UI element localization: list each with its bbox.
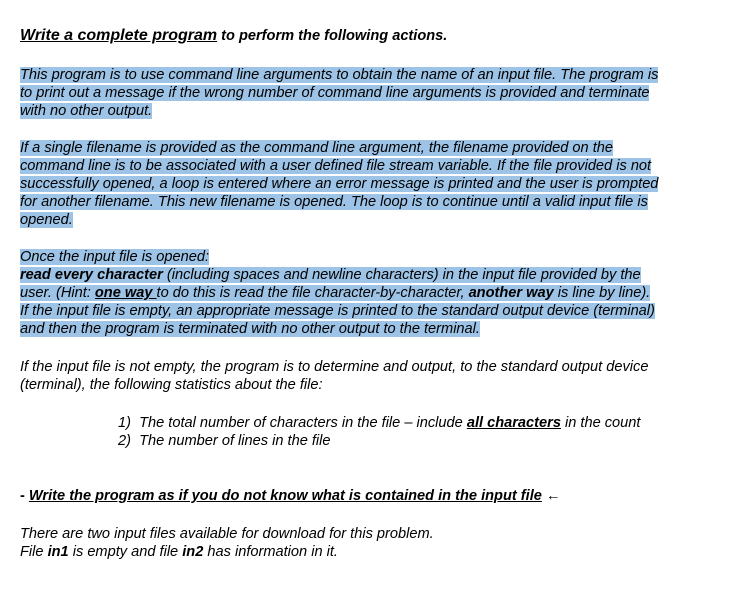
emphasis-one-way: one way: [94, 285, 157, 301]
emphasis-read-every-character: read every character: [20, 267, 163, 283]
paragraph-2-line-1: If a single filename is provided as the command line argument, the filename provided on the: [20, 140, 614, 156]
paragraph-1-line-3: with no other output.: [20, 103, 153, 119]
paragraph-2-line-5: opened.: [20, 212, 73, 228]
paragraph-1-line-1: This program is to use command line arguments to obtain the name of an input file. The program is: [20, 67, 659, 83]
paragraph-4-line-2: (terminal), the following statistics about the file:: [20, 377, 323, 393]
paragraph-1-line-2: to print out a message if the wrong number of command line arguments is provided and terminate: [20, 85, 650, 101]
paragraph-3-line-2: read every character (including spaces and newline characters) in the input file provided by the: [20, 267, 641, 283]
list-number-2: 2): [118, 433, 131, 449]
paragraph-3-line-4: If the input file is empty, an appropriate message is printed to the standard output device (terminal): [20, 303, 655, 319]
emphasis-another-way: another way: [468, 285, 554, 301]
heading-title: Write a complete program: [20, 27, 218, 44]
list-number-1: 1): [118, 415, 131, 431]
paragraph-2-line-2: command line is to be associated with a user defined file stream variable. If the file provided is not: [20, 158, 652, 174]
footer-line-2: File in1 is empty and file in2 has information in it.: [20, 544, 338, 560]
paragraph-2-line-3: successfully opened, a loop is entered where an error message is printed and the user is prompted: [20, 176, 659, 192]
paragraph-3-line-3: user. (Hint: one way to do this is read the file character-by-character, another way is line by line).: [20, 285, 651, 301]
list-item-2: 2) The number of lines in the file: [118, 433, 331, 449]
paragraph-3-line-5: and then the program is terminated with no other output to the terminal.: [20, 321, 480, 337]
heading-subtitle: to perform the following actions.: [217, 28, 448, 44]
file-name-in1: in1: [47, 544, 69, 560]
emphasis-all-characters: all characters: [466, 415, 561, 431]
file-name-in2: in2: [182, 544, 204, 560]
paragraph-3-line-1: Once the input file is opened:: [20, 249, 210, 265]
important-note: - Write the program as if you do not know what is contained in the input file ←: [20, 488, 561, 504]
left-arrow-icon: ←: [541, 488, 561, 504]
footer-line-1: There are two input files available for download for this problem.: [20, 526, 434, 542]
paragraph-4-line-1: If the input file is not empty, the program is to determine and output, to the standard output device: [20, 359, 649, 375]
heading: [20, 27, 447, 45]
note-text: Write the program as if you do not know what is contained in the input file: [28, 488, 542, 504]
list-item-1: 1) The total number of characters in the file – include all characters in the count: [118, 415, 641, 431]
paragraph-2-line-4: for another filename. This new filename is opened. The loop is to continue until a valid input file is: [20, 194, 648, 210]
